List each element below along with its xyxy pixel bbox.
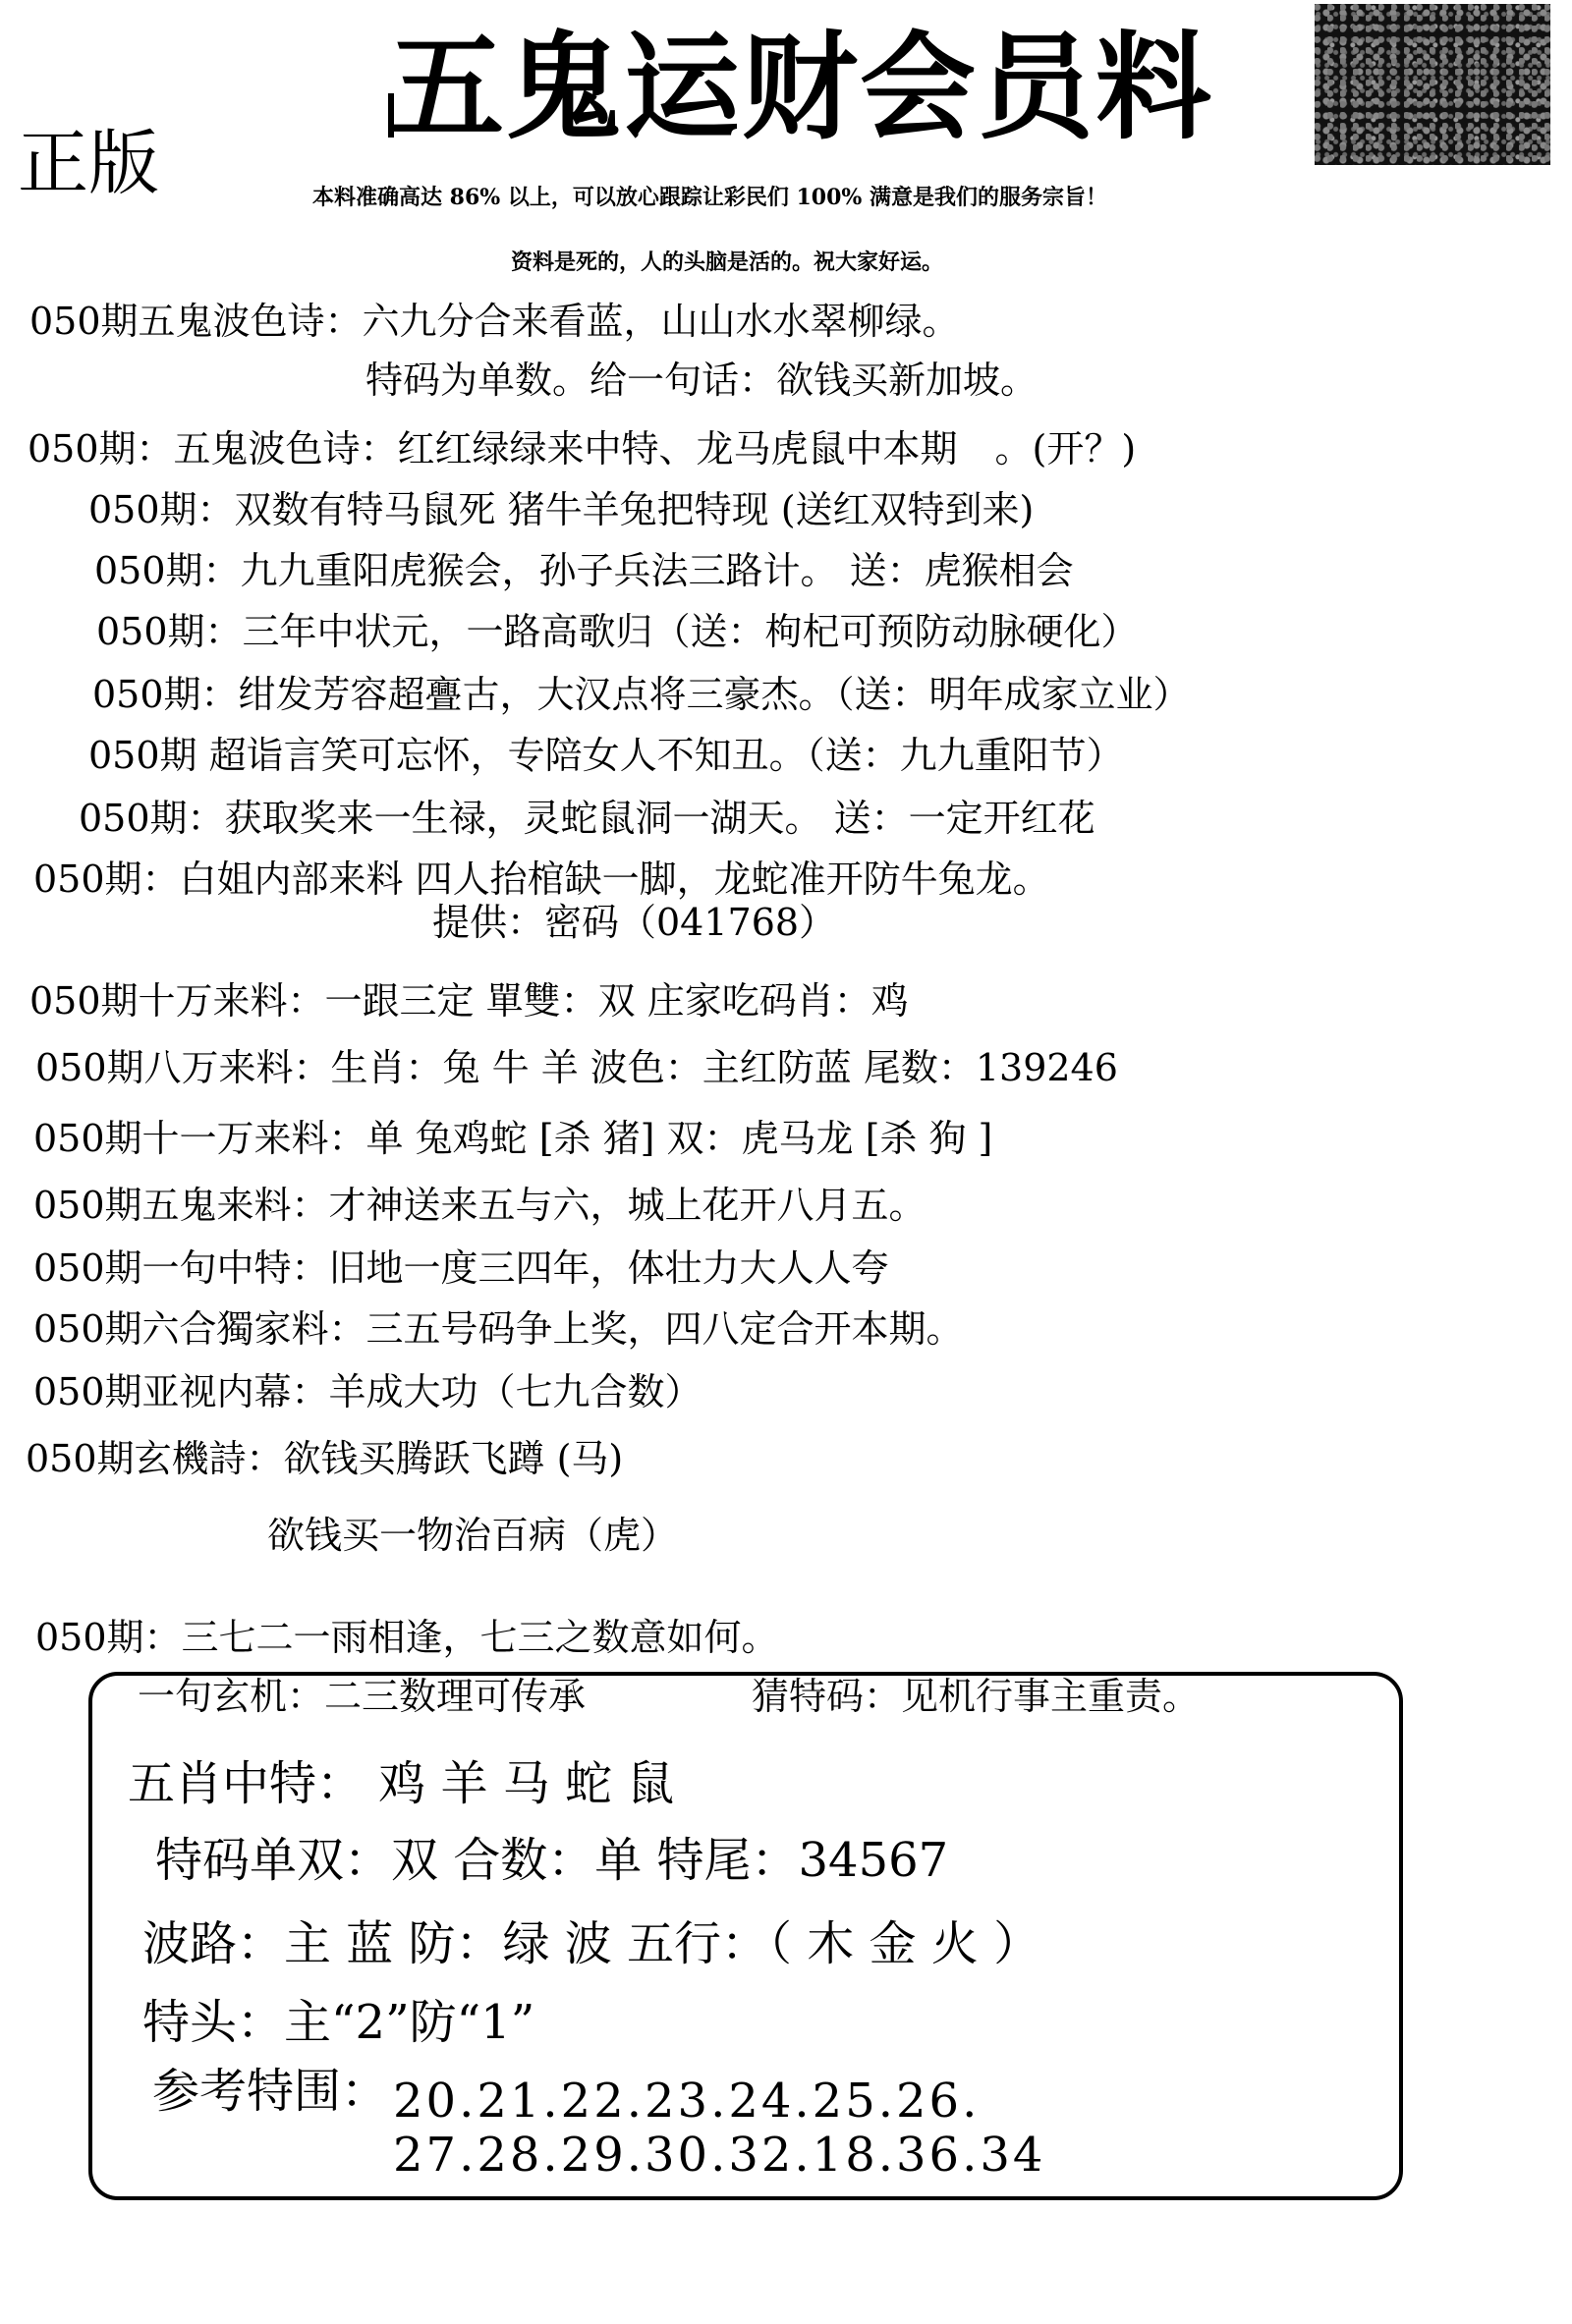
- text-line: 050期：三年中状元，一路高歌归（送：枸杞可预防动脉硬化）: [96, 610, 1139, 653]
- text-line: 050期玄機詩：欲钱买腾跃飞蹲 (马): [26, 1437, 624, 1480]
- text-line: 特码为单数。给一句话：欲钱买新加坡。: [365, 359, 1039, 402]
- box-cankao-row1: 20.21.22.23.24.25.26.: [393, 2074, 981, 2129]
- text-line: 提供：密码（041768）: [432, 901, 837, 944]
- box-caitema: 猜特码：见机行事主重责。: [752, 1675, 1201, 1718]
- text-line: 050期亚视内幕：羊成大功（七九合数）: [33, 1370, 702, 1413]
- qr-code-image: [1315, 4, 1550, 165]
- box-bolu: 波路：主 蓝 防：绿 波 五行：（ 木 金 火 ）: [142, 1916, 1041, 1971]
- box-cankao-label: 参考特围：: [152, 2064, 389, 2119]
- box-tetou: 特头：主“2”防“1”: [142, 1995, 535, 2050]
- text-line: 050期十一万来料：单 兔鸡蛇 [杀 猪] 双：虎马龙 [杀 狗 ]: [33, 1117, 993, 1160]
- subtitle-accuracy: 本料准确高达 86% 以上，可以放心跟踪让彩民们 100% 满意是我们的服务宗旨！: [312, 185, 1107, 210]
- box-wuxiao: 五肖中特： 鸡 羊 马 蛇 鼠: [128, 1756, 675, 1811]
- text-line: 050期六合獨家料：三五号码争上奖，四八定合开本期。: [33, 1307, 964, 1351]
- subtitle-luck: 资料是死的，人的头脑是活的。祝大家好运。: [511, 249, 944, 275]
- text-line: 050期五鬼来料：才神送来五与六，城上花开八月五。: [33, 1184, 926, 1227]
- text-line: 050期：获取奖来一生禄，灵蛇鼠洞一湖天。 送：一定开红花: [79, 797, 1095, 840]
- text-line: 050期：五鬼波色诗：红红绿绿来中特、龙马虎鼠中本期 。(开？): [28, 427, 1137, 470]
- text-line: 欲钱买一物治百病（虎）: [267, 1514, 679, 1557]
- text-line: 050期一句中特：旧地一度三四年，体壮力大人人夸: [33, 1246, 889, 1290]
- text-line: 050期十万来料：一跟三定 單雙：双 庄家吃码肖：鸡: [29, 979, 909, 1023]
- page-title: 五鬼运财会员料: [388, 19, 1214, 155]
- genuine-badge: 正版: [18, 122, 160, 204]
- text-line: 050期 超诣言笑可忘怀，专陪女人不知丑。（送：九九重阳节）: [88, 734, 1124, 777]
- text-line: 050期：双数有特马鼠死 猪牛羊兔把特现 (送红双特到来): [88, 488, 1035, 531]
- text-line: 050期：白姐内部来料 四人抬棺缺一脚，龙蛇准开防牛兔龙。: [33, 858, 1050, 901]
- box-danshuang: 特码单双：双 合数：单 特尾：34567: [155, 1833, 949, 1888]
- box-cankao-row2: 27.28.29.30.32.18.36.34: [393, 2128, 1046, 2183]
- text-line: 050期：三七二一雨相逢，七三之数意如何。: [35, 1616, 779, 1659]
- box-xuanji: 一句玄机：二三数理可传承: [138, 1675, 587, 1718]
- text-line: 050期：九九重阳虎猴会，孙子兵法三路计。 送：虎猴相会: [94, 549, 1074, 592]
- text-line: 050期五鬼波色诗：六九分合来看蓝，山山水水翠柳绿。: [29, 300, 960, 343]
- text-line: 050期：绀发芳容超亹古，大汉点将三豪杰。（送：明年成家立业）: [92, 673, 1191, 716]
- text-line: 050期八万来料：生肖：兔 牛 羊 波色：主红防蓝 尾数：139246: [35, 1046, 1118, 1089]
